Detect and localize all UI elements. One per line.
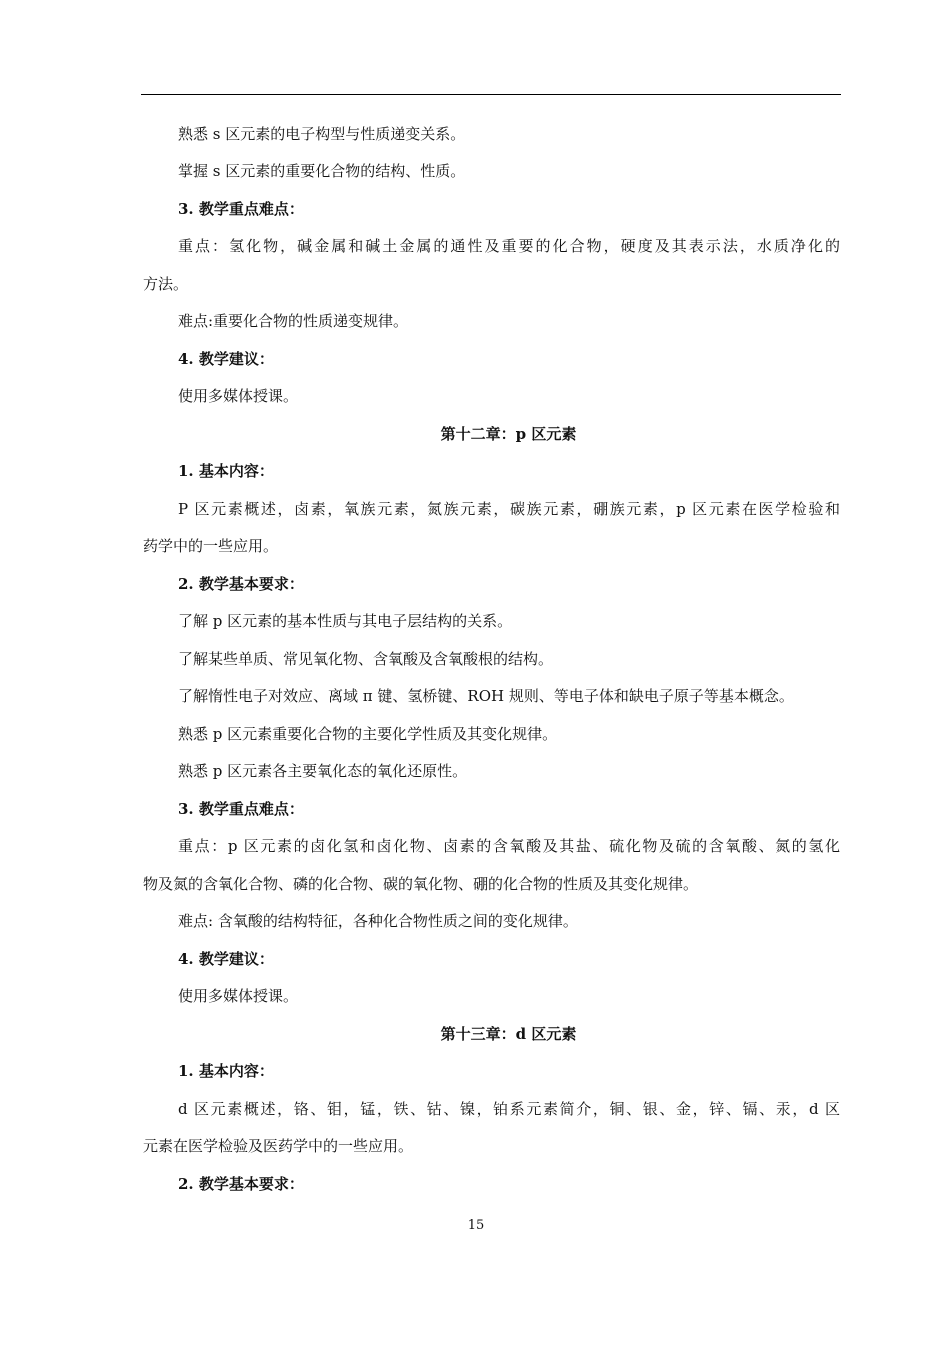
section-heading: 3. 教学重点难点： [178,200,304,218]
section-heading: 4. 教学建议： [178,350,274,368]
section-heading: 1. 基本内容： [178,462,274,480]
text-line: 重点：氢化物，碱金属和碱土金属的通性及重要的化合物，硬度及其表示法，水质净化的 [178,237,840,255]
text-line: 熟悉 s 区元素的电子构型与性质递变关系。 [178,125,466,143]
text-line: 掌握 s 区元素的重要化合物的结构、性质。 [178,162,466,180]
text-line: 熟悉 p 区元素重要化合物的主要化学性质及其变化规律。 [178,725,558,743]
section-heading: 1. 基本内容： [178,1062,274,1080]
page-number: 15 [467,1218,485,1233]
text-line: 方法。 [143,275,189,293]
header-rule [141,94,841,95]
text-line: 难点:重要化合物的性质递变规律。 [178,312,409,330]
text-line: P 区元素概述，卤素，氧族元素，氮族元素，碳族元素，硼族元素，p 区元素在医学检验和 [178,500,840,518]
chapter-title: 第十二章：p 区元素 [440,425,577,443]
section-heading: 2. 教学基本要求： [178,575,304,593]
text-line: 使用多媒体授课。 [178,387,299,405]
text-line: 使用多媒体授课。 [178,987,299,1005]
text-line: 药学中的一些应用。 [143,537,279,555]
section-heading: 2. 教学基本要求： [178,1175,304,1193]
chapter-title: 第十三章：d 区元素 [440,1025,577,1043]
text-line: 了解惰性电子对效应、离域 π 键、氢桥键、ROH 规则、等电子体和缺电子原子等基本概念。 [178,687,794,705]
text-line: d 区元素概述，铬、钼，锰，铁、钴、镍，铂系元素简介，铜、银、金，锌、镉、汞，d 区 [178,1100,840,1118]
text-line: 物及氮的含氧化合物、磷的化合物、碳的氧化物、硼的化合物的性质及其变化规律。 [143,875,699,893]
text-line: 熟悉 p 区元素各主要氧化态的氧化还原性。 [178,762,468,780]
text-line: 了解 p 区元素的基本性质与其电子层结构的关系。 [178,612,513,630]
text-line: 元素在医学检验及医药学中的一些应用。 [143,1137,414,1155]
section-heading: 4. 教学建议： [178,950,274,968]
section-heading: 3. 教学重点难点： [178,800,304,818]
text-line: 了解某些单质、常见氧化物、含氧酸及含氧酸根的结构。 [178,650,554,668]
text-line: 难点: 含氧酸的结构特征，各种化合物性质之间的变化规律。 [178,912,578,930]
text-line: 重点：p 区元素的卤化氢和卤化物、卤素的含氧酸及其盐、硫化物及硫的含氧酸、氮的氢化 [178,837,840,855]
